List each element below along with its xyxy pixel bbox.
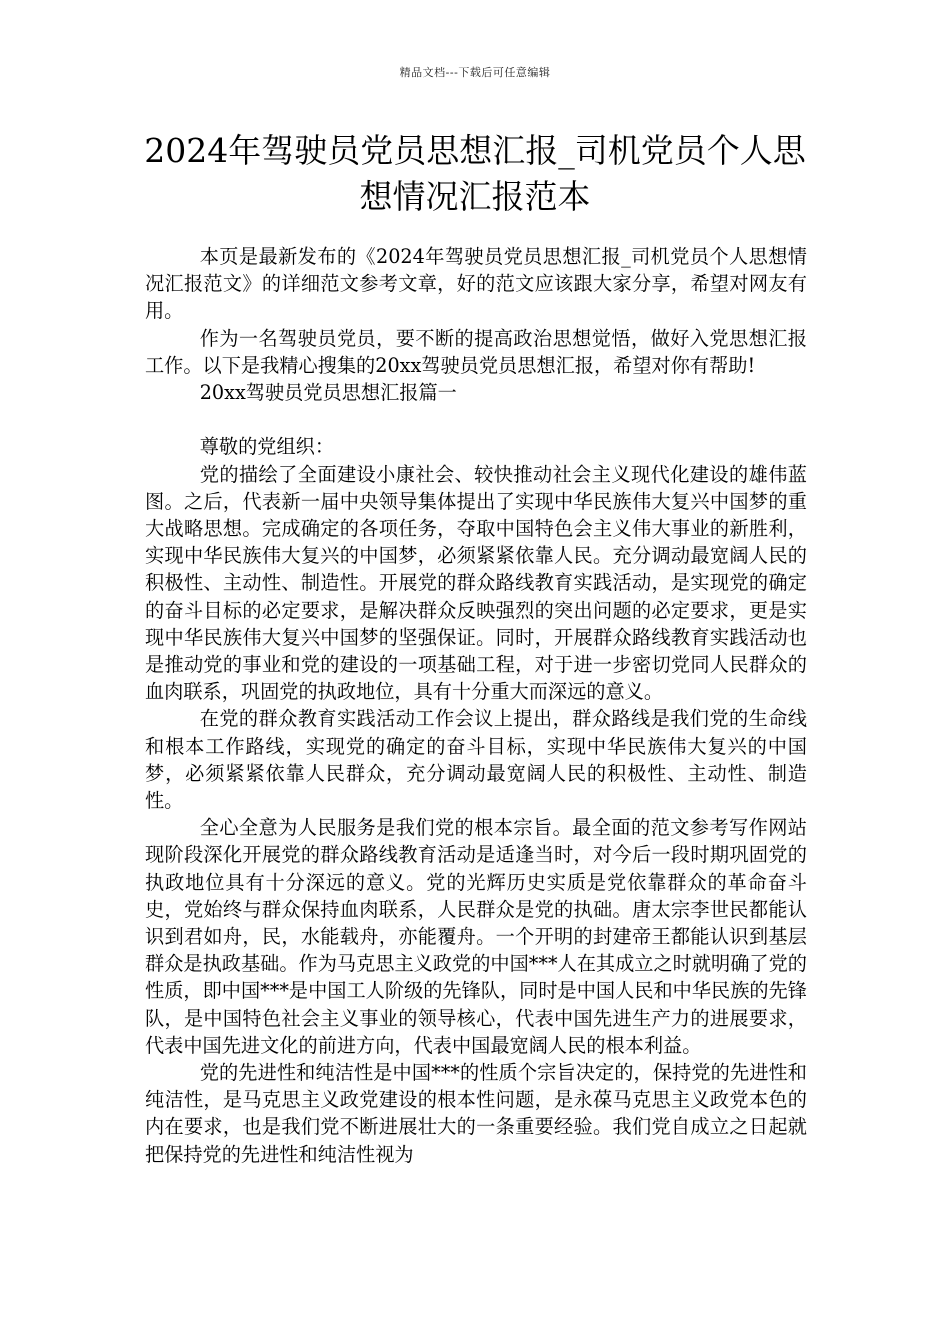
page-header: 精品文档---下载后可任意编辑 <box>399 66 551 79</box>
section-heading: 20xx驾驶员党员思想汇报篇一 <box>199 381 457 405</box>
body-paragraph: 全心全意为人民服务是我们党的根本宗旨。最全面的范文参考写作网站现阶段深化开展党的群众路线教育活动是适逢当时，对今后一段时期巩固党的执政地位具有十分深远的意义。党的光辉历史实质是党依靠群众的革命奋斗史，党始终与群众保持血肉联系，人民群众是党的执础。唐太宗李世民都能认识到君如舟，民，水能载舟，亦能覆舟。一个开明的封建帝王都能认识到基层群众是执政基础。作为马克思主义政党的中国***人在其成立之时就明确了党的性质，即中国***是中国工人阶级的先锋队，同时是中国人民和中华民族的先锋队，是中国特色社会主义事业的领导核心，代表中国先进生产力的进展要求，代表中国先进文化的前进方向，代表中国最宽阔人民的根本利益。 <box>145 816 807 1057</box>
intro-paragraph: 作为一名驾驶员党员，要不断的提高政治思想觉悟，做好入党思想汇报工作。以下是我精心搜集的20xx驾驶员党员思想汇报，希望对你有帮助! <box>145 326 807 377</box>
body-paragraph: 党的先进性和纯洁性是中国***的性质个宗旨决定的，保持党的先进性和纯洁性，是马克思主义政党建设的根本性问题，是永葆马克思主义政党本色的内在要求，也是我们党不断进展壮大的一条重要经验。我们党自成立之日起就把保持党的先进性和纯洁性视为 <box>145 1061 807 1166</box>
document-title: 2024年驾驶员党员思想汇报_司机党员个人思想情况汇报范本 <box>144 131 806 216</box>
body-paragraph: 党的描绘了全面建设小康社会、较快推动社会主义现代化建设的雄伟蓝图。之后，代表新一届中央领导集体提出了实现中华民族伟大复兴中国梦的重大战略思想。完成确定的各项任务，夺取中国特色会主义伟大事业的新胜利，实现中华民族伟大复兴的中国梦，必须紧紧依靠人民。充分调动最宽阔人民的积极性、主动性、制造性。开展党的群众路线教育实践活动，是实现党的确定的奋斗目标的必定要求，是解决群众反映强烈的突出问题的必定要求，更是实现中华民族伟大复兴中国梦的坚强保证。同时，开展群众路线教育实践活动也是推动党的事业和党的建设的一项基础工程，对于进一步密切党同人民群众的血肉联系，巩固党的执政地位，具有十分重大而深远的意义。 <box>145 462 807 704</box>
blank-line <box>145 406 807 433</box>
intro-paragraph: 本页是最新发布的《2024年驾驶员党员思想汇报_司机党员个人思想情况汇报范文》的详细范文参考文章，好的范文应该跟大家分享，希望对网友有用。 <box>145 245 807 323</box>
document-body <box>145 243 807 1168</box>
salutation: 尊敬的党组织： <box>199 435 335 459</box>
body-paragraph: 在党的群众教育实践活动工作会议上提出，群众路线是我们党的生命线和根本工作路线，实现党的确定的奋斗目标，实现中华民族伟大复兴的中国梦，必须紧紧依靠人民群众，充分调动最宽阔人民的积极性、主动性、制造性。 <box>145 707 807 813</box>
